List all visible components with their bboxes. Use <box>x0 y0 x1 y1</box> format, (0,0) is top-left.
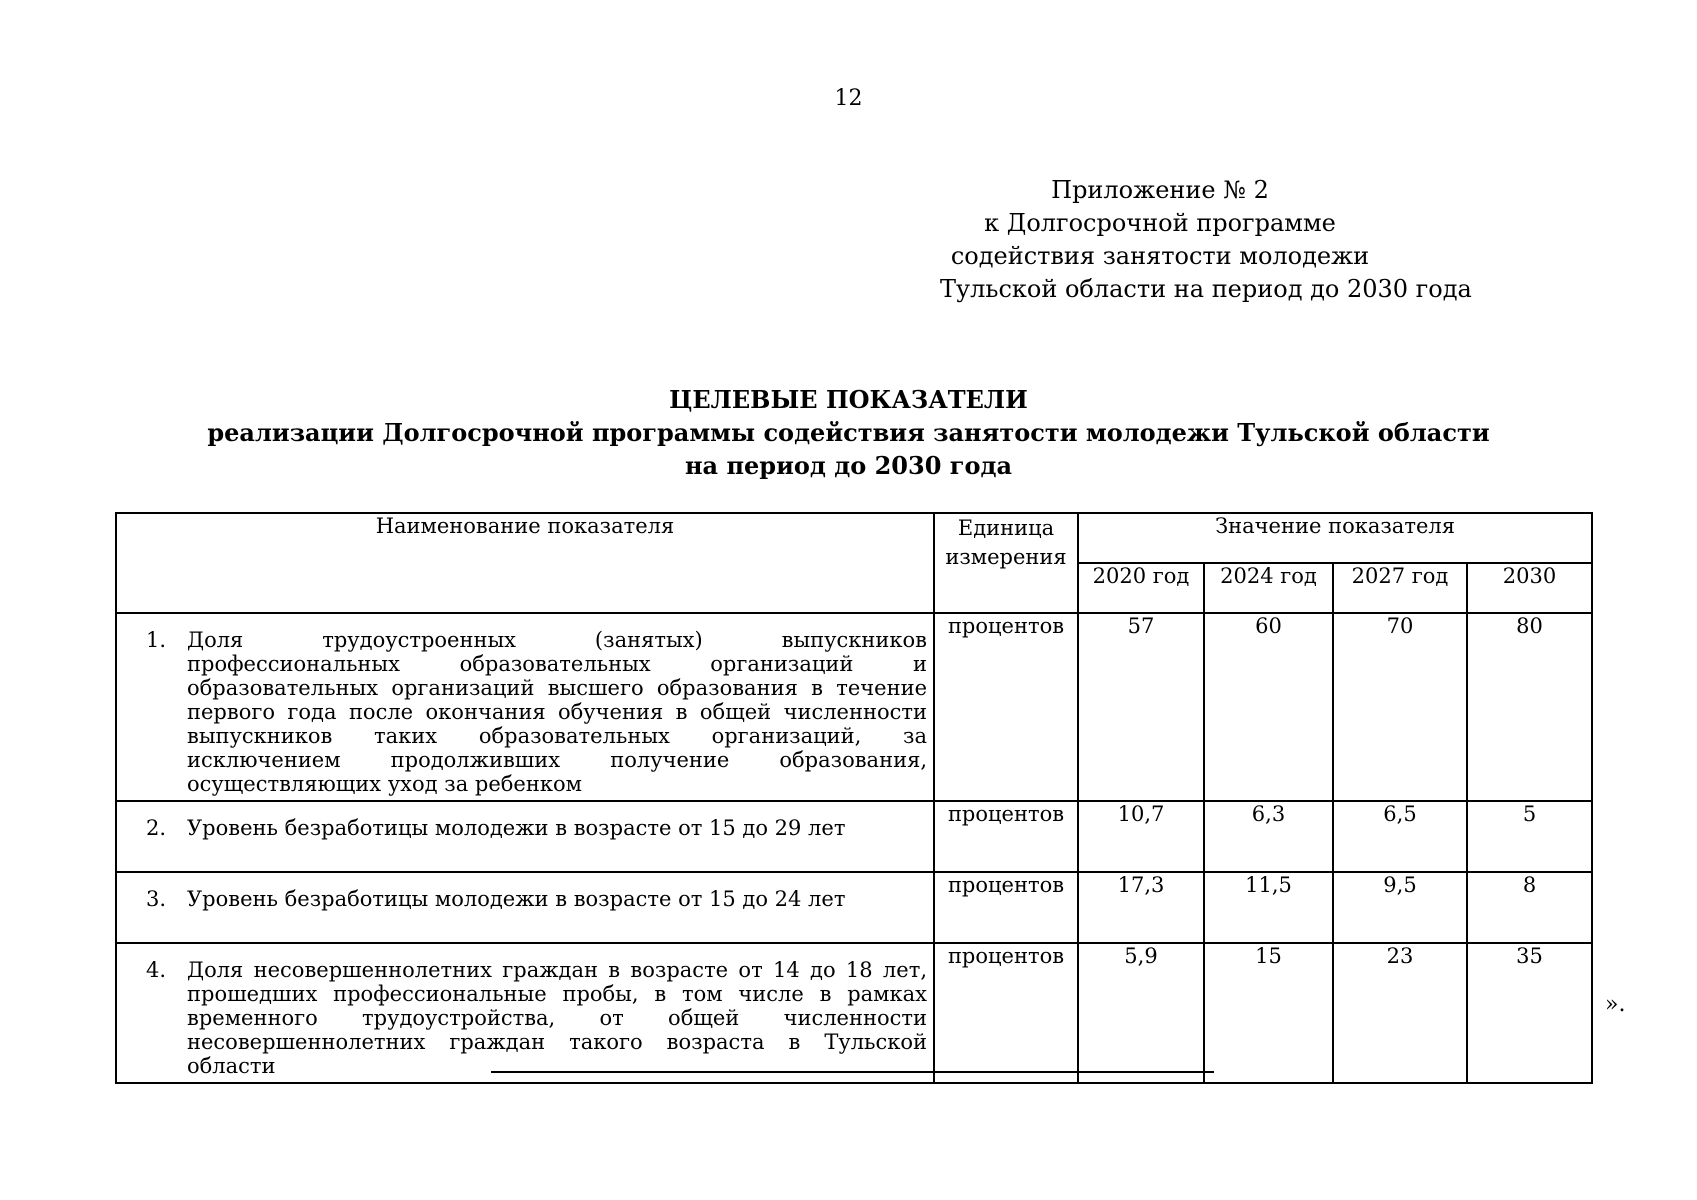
unit-cell: процентов <box>934 943 1078 1083</box>
indicator-cell <box>116 613 934 801</box>
value-cell: 17,3 <box>1078 872 1204 943</box>
value-cell: 60 <box>1204 613 1333 801</box>
header-year: 2020 год <box>1078 563 1204 613</box>
header-unit: Единица измерения <box>934 513 1078 613</box>
appendix-block <box>940 174 1472 306</box>
indicator-name: Доля несовершеннолетних граждан в возрасте от 14 до 18 лет, прошедших профессиональные пробы, в том числе в рамках временного трудоустройства, от общей численности несовершеннолетних граждан такого возраста в Тульской области <box>187 958 927 1078</box>
value-cell: 6,5 <box>1333 801 1467 872</box>
appendix-line: к Долгосрочной программе <box>984 209 1336 237</box>
value-cell: 57 <box>1078 613 1204 801</box>
document-subtitle: на период до 2030 года <box>684 451 1013 480</box>
row-number: 3. <box>145 887 167 911</box>
bottom-rule <box>491 1071 1214 1073</box>
row-number: 1. <box>145 628 167 652</box>
table-row <box>116 801 1592 872</box>
header-year: 2030 <box>1467 563 1592 613</box>
closing-quote: ». <box>1605 992 1626 1017</box>
indicator-cell <box>116 801 934 872</box>
indicator-name: Доля трудоустроенных (занятых) выпускников профессиональных образовательных организаций и образовательных организаций высшего образования в течение первого года после окончания обучения в общей численности выпускников таких образовательных организаций, за исключением продолживших получение образования, осуществляющих уход за ребенком <box>187 628 927 796</box>
header-year: 2024 год <box>1204 563 1333 613</box>
document-heading <box>0 383 1697 482</box>
value-cell: 5 <box>1467 801 1592 872</box>
table-header-row <box>116 513 1592 563</box>
value-cell: 8 <box>1467 872 1592 943</box>
value-cell: 35 <box>1467 943 1592 1083</box>
header-indicator-name: Наименование показателя <box>116 513 934 613</box>
unit-cell: процентов <box>934 872 1078 943</box>
unit-cell: процентов <box>934 613 1078 801</box>
header-indicator-value: Значение показателя <box>1078 513 1592 563</box>
row-number: 2. <box>145 816 167 840</box>
unit-cell: процентов <box>934 801 1078 872</box>
appendix-line: Тульской области на период до 2030 года <box>940 275 1472 303</box>
table-row <box>116 872 1592 943</box>
value-cell: 70 <box>1333 613 1467 801</box>
indicator-name: Уровень безработицы молодежи в возрасте от 15 до 29 лет <box>187 816 846 840</box>
appendix-line: содействия занятости молодежи <box>950 242 1370 270</box>
value-cell: 10,7 <box>1078 801 1204 872</box>
page-number: 12 <box>834 86 863 111</box>
value-cell: 6,3 <box>1204 801 1333 872</box>
indicators-table <box>115 512 1593 1084</box>
value-cell: 23 <box>1333 943 1467 1083</box>
value-cell: 5,9 <box>1078 943 1204 1083</box>
value-cell: 11,5 <box>1204 872 1333 943</box>
header-year: 2027 год <box>1333 563 1467 613</box>
value-cell: 9,5 <box>1333 872 1467 943</box>
indicator-name: Уровень безработицы молодежи в возрасте от 15 до 24 лет <box>187 887 846 911</box>
indicator-cell <box>116 943 934 1083</box>
row-number: 4. <box>145 958 167 982</box>
document-title: ЦЕЛЕВЫЕ ПОКАЗАТЕЛИ <box>669 385 1028 414</box>
document-subtitle: реализации Долгосрочной программы содействия занятости молодежи Тульской области <box>207 418 1490 447</box>
value-cell: 80 <box>1467 613 1592 801</box>
table-row <box>116 943 1592 1083</box>
appendix-line: Приложение № 2 <box>1051 176 1269 204</box>
value-cell: 15 <box>1204 943 1333 1083</box>
table-row <box>116 613 1592 801</box>
indicator-cell <box>116 872 934 943</box>
